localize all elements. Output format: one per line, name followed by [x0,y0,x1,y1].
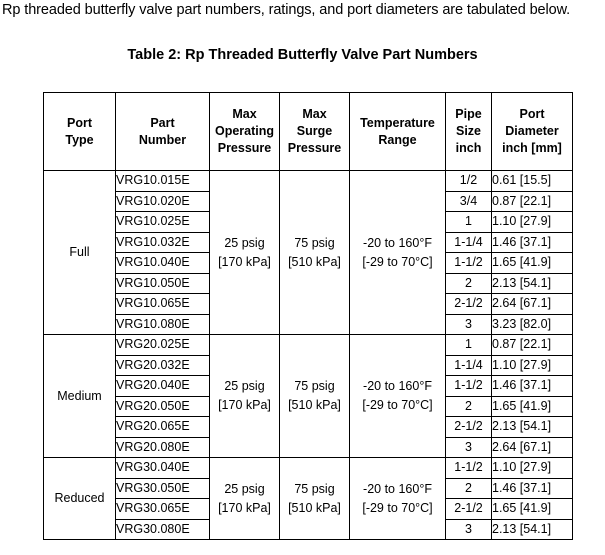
max-operating-pressure-line: 25 psig [224,379,265,393]
pipe-size-cell: 1-1/2 [446,458,492,479]
header-max-operating-pressure: Max Operating Pressure [210,93,280,171]
port-type-cell: Full [44,171,116,335]
part-number-cell: VRG20.032E [116,355,210,376]
max-operating-pressure-line: 25 psig [224,235,265,250]
temperature-range-line: [-29 to 70°C] [362,500,433,515]
port-diameter-cell: 1.46 [37.1] [492,232,573,253]
port-diameter-cell: 1.10 [27.9] [492,458,573,479]
part-number-cell: VRG10.015E [116,171,210,192]
pipe-size-cell: 2 [446,273,492,294]
pipe-size-cell: 1 [446,335,492,356]
max-surge-pressure-line: 75 psig [294,235,335,250]
header-temperature-range: Temperature Range [350,93,446,171]
part-number-cell: VRG10.032E [116,232,210,253]
part-number-cell: VRG20.040E [116,376,210,397]
max-operating-pressure-cell [210,335,280,458]
part-number-cell: VRG30.065E [116,499,210,520]
pipe-size-cell: 3 [446,314,492,335]
table-row [44,458,573,479]
pipe-size-cell: 3 [446,437,492,458]
temperature-range-line: -20 to 160°F [363,379,432,393]
pipe-size-cell: 1-1/2 [446,376,492,397]
part-number-cell: VRG20.025E [116,335,210,356]
header-port-diameter: Port Diameter inch [mm] [492,93,573,171]
part-number-cell: VRG10.025E [116,212,210,233]
part-number-cell: VRG10.020E [116,191,210,212]
max-surge-pressure-line: [510 kPa] [288,500,341,515]
pipe-size-cell: 1-1/4 [446,232,492,253]
pipe-size-cell: 3 [446,519,492,540]
part-number-cell: VRG10.050E [116,273,210,294]
port-diameter-cell: 2.64 [67.1] [492,437,573,458]
header-max-surge-pressure: Max Surge Pressure [280,93,350,171]
table-caption: Table 2: Rp Threaded Butterfly Valve Part Numbers [127,47,478,63]
port-diameter-cell: 2.13 [54.1] [492,417,573,438]
port-diameter-cell: 2.13 [54.1] [492,519,573,540]
intro-paragraph: Rp threaded butterfly valve part numbers, ratings, and port diameters are tabulated below. [2,2,571,18]
part-number-cell: VRG20.050E [116,396,210,417]
table-body [44,171,573,540]
port-diameter-cell: 1.46 [37.1] [492,376,573,397]
port-diameter-cell: 1.10 [27.9] [492,355,573,376]
header-row [44,93,573,171]
pipe-size-cell: 1 [446,212,492,233]
temperature-range-cell [350,335,446,458]
max-operating-pressure-line: [170 kPa] [218,500,271,515]
temperature-range-line: -20 to 160°F [363,481,432,496]
pipe-size-cell: 2 [446,478,492,499]
pipe-size-cell: 2-1/2 [446,294,492,315]
port-diameter-cell: 2.64 [67.1] [492,294,573,315]
part-number-cell: VRG10.065E [116,294,210,315]
header-pipe-size: Pipe Size inch [446,93,492,171]
pipe-size-cell: 2-1/2 [446,499,492,520]
pipe-size-cell: 1/2 [446,171,492,192]
table-row [44,335,573,356]
max-operating-pressure-cell [210,171,280,335]
port-diameter-cell: 0.87 [22.1] [492,191,573,212]
max-surge-pressure-cell [280,171,350,335]
pipe-size-cell: 2 [446,396,492,417]
max-surge-pressure-cell [280,335,350,458]
max-surge-pressure-line: [510 kPa] [288,254,341,269]
max-operating-pressure-line: [170 kPa] [218,254,271,269]
port-diameter-cell: 2.13 [54.1] [492,273,573,294]
temperature-range-cell [350,171,446,335]
max-surge-pressure-line: 75 psig [294,379,335,393]
port-diameter-cell: 1.65 [41.9] [492,499,573,520]
port-diameter-cell: 0.87 [22.1] [492,335,573,356]
port-type-cell: Medium [44,335,116,458]
part-number-cell: VRG30.040E [116,458,210,479]
port-type-cell: Reduced [44,458,116,540]
pipe-size-cell: 1-1/2 [446,253,492,274]
max-surge-pressure-line: [510 kPa] [288,398,341,412]
max-surge-pressure-line: 75 psig [294,481,335,496]
port-diameter-cell: 3.23 [82.0] [492,314,573,335]
temperature-range-line: [-29 to 70°C] [362,254,433,269]
part-number-cell: VRG30.050E [116,478,210,499]
pipe-size-cell: 2-1/2 [446,417,492,438]
valve-part-number-table [43,92,573,540]
pipe-size-cell: 1-1/4 [446,355,492,376]
port-diameter-cell: 1.10 [27.9] [492,212,573,233]
temperature-range-cell [350,458,446,540]
header-port-type: Port Type [44,93,116,171]
header-part-number: Part Number [116,93,210,171]
part-number-cell: VRG10.040E [116,253,210,274]
max-operating-pressure-cell [210,458,280,540]
port-diameter-cell: 1.46 [37.1] [492,478,573,499]
table-row [44,171,573,192]
port-diameter-cell: 0.61 [15.5] [492,171,573,192]
part-number-cell: VRG20.065E [116,417,210,438]
temperature-range-line: [-29 to 70°C] [362,398,433,412]
max-operating-pressure-line: [170 kPa] [218,398,271,412]
max-operating-pressure-line: 25 psig [224,481,265,496]
part-number-cell: VRG10.080E [116,314,210,335]
port-diameter-cell: 1.65 [41.9] [492,396,573,417]
port-diameter-cell: 1.65 [41.9] [492,253,573,274]
pipe-size-cell: 3/4 [446,191,492,212]
part-number-cell: VRG20.080E [116,437,210,458]
max-surge-pressure-cell [280,458,350,540]
temperature-range-line: -20 to 160°F [363,235,432,250]
part-number-cell: VRG30.080E [116,519,210,540]
